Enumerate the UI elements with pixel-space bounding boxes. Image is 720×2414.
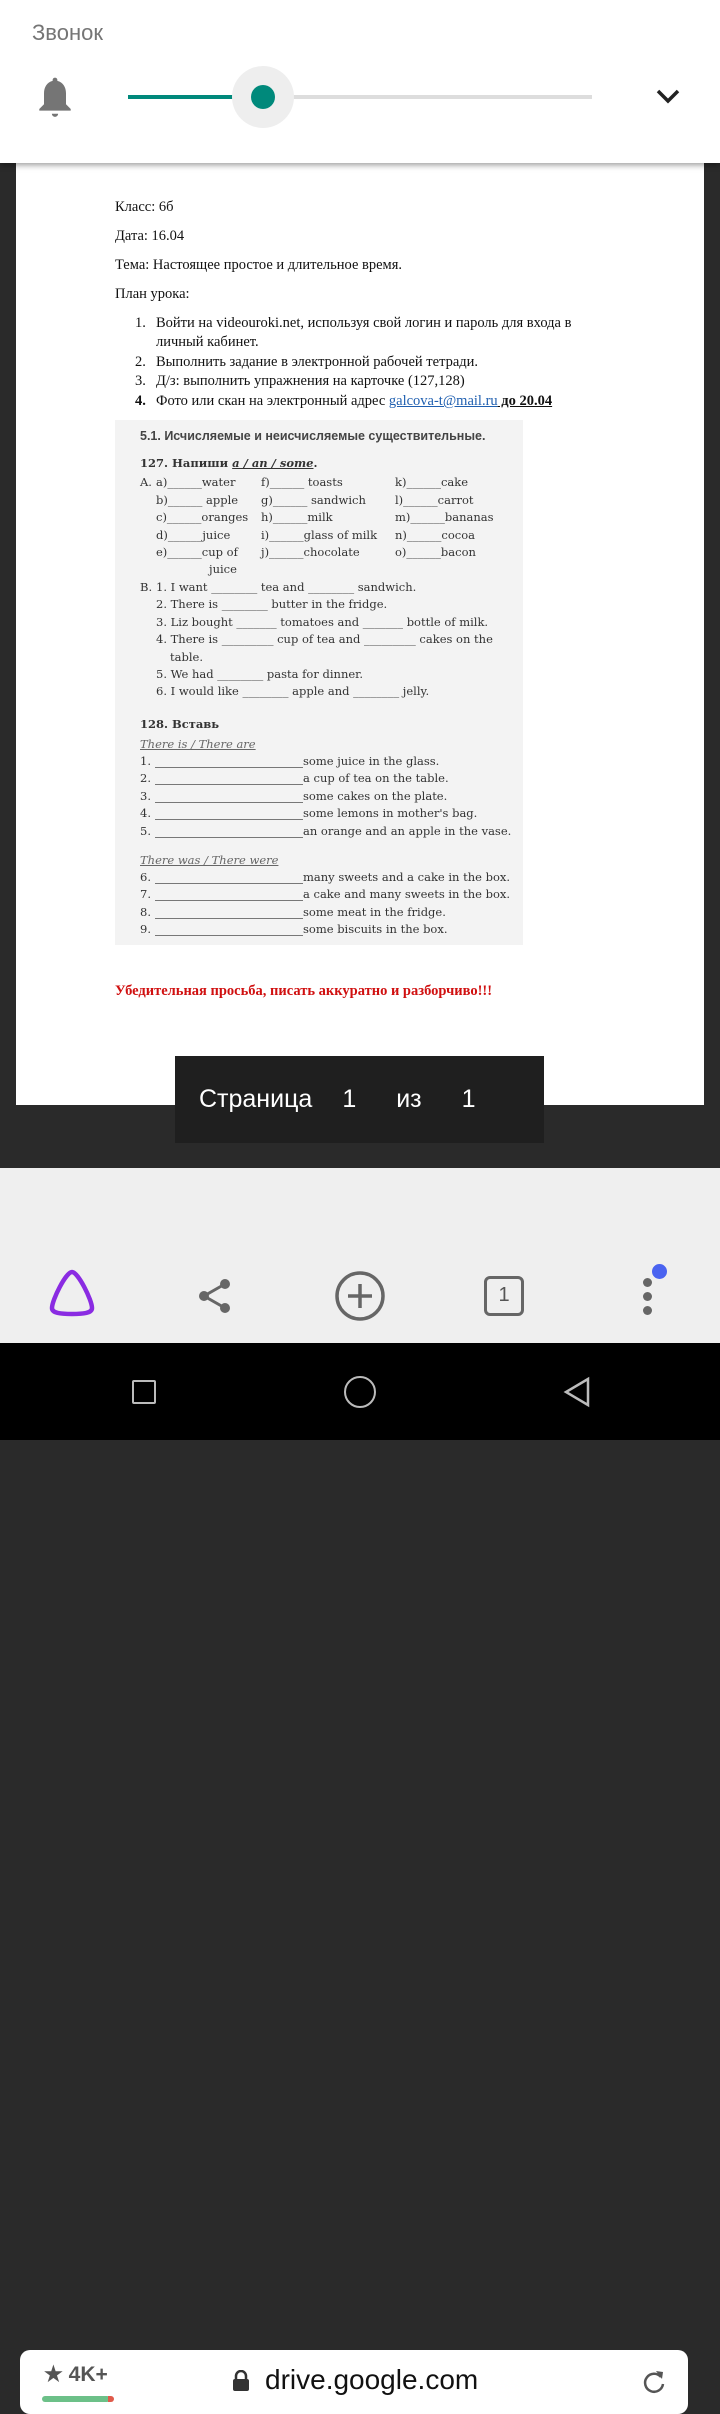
part-a-item: c)______oranges (156, 510, 249, 524)
part-a-item: h)______milk (261, 510, 333, 524)
part-a-item: g)______ sandwich (261, 492, 366, 507)
blank-line (155, 837, 303, 838)
browser-bar (0, 1168, 720, 2395)
ex127-label: 127. Напиши (140, 456, 233, 470)
item-text: some biscuits in the box. (303, 922, 448, 937)
deadline: до 20.04 (497, 393, 553, 409)
item-number: 7. (140, 887, 151, 902)
part-a-item: m)______bananas (395, 510, 494, 524)
part-b-item: 5. We had ________ pasta for dinner. (156, 667, 364, 681)
back-icon[interactable] (562, 1376, 592, 1408)
rating-bar (42, 2396, 110, 2402)
part-b-item: 3. Liz bought _______ tomatoes and _______ bottle of milk. (156, 614, 489, 629)
blank-line (155, 802, 303, 803)
item-text: an orange and an apple in the vase. (303, 823, 512, 838)
ex128-title: 128. Вставь (140, 717, 220, 731)
part-a-item: b)______ apple (156, 492, 239, 507)
plan-num: 2. (135, 354, 146, 370)
part-b-item: table. (170, 649, 203, 664)
group1-title: There is / There are (140, 737, 256, 751)
plan-num: 3. (135, 373, 146, 389)
item-number: 9. (140, 922, 151, 937)
home-icon[interactable] (344, 1376, 376, 1408)
item-number: 1. (140, 754, 151, 768)
tabs-count-button[interactable]: 1 (484, 1276, 524, 1316)
share-icon[interactable] (196, 1276, 234, 1316)
part-b-item: 1. I want ________ tea and ________ sandwich. (156, 580, 417, 594)
bell-icon[interactable] (36, 76, 74, 120)
part-a-label: A. (140, 475, 152, 489)
part-a-cont: juice (209, 562, 237, 576)
item-number: 4. (140, 806, 151, 821)
topic-line: Тема: Настоящее простое и длительное время. (115, 257, 403, 273)
item-number: 3. (140, 788, 151, 803)
rating-badge[interactable] (44, 2362, 108, 2387)
plan-item: Выполнить задание в электронной рабочей тетради. (156, 354, 479, 370)
page-total: 1 (461, 1085, 476, 1113)
ex127-dot: . (313, 456, 318, 470)
item-text: some juice in the glass. (303, 754, 440, 768)
address-bar[interactable] (20, 2350, 688, 2414)
volume-slider-thumb[interactable] (251, 85, 275, 109)
part-a-item: l)______carrot (395, 492, 474, 507)
page-label: Страница (199, 1085, 313, 1113)
worksheet-image (115, 420, 523, 945)
item-number: 5. (140, 823, 151, 838)
part-a-item: e)______cup of (156, 545, 238, 559)
lock-icon (232, 2370, 250, 2392)
page-indicator (175, 1056, 544, 1143)
ex127-words: a / an / some (232, 456, 314, 470)
ex127-title (140, 456, 318, 470)
group2-title: There was / There were (140, 853, 279, 867)
item-text: many sweets and a cake in the box. (303, 870, 511, 884)
part-a-item: d)______juice (156, 527, 231, 542)
part-b-item: 4. There is _________ cup of tea and _________ cakes on the (156, 632, 493, 647)
rating-text: 4K+ (68, 2363, 108, 2386)
part-a-item: n)______cocoa (395, 527, 475, 542)
part-a-item: a)______water (156, 475, 236, 489)
part-a-item: f)______ toasts (261, 475, 343, 489)
part-a-item: i)______glass of milk (261, 527, 378, 542)
blank-line (155, 900, 303, 901)
item-text: some lemons in mother's bag. (303, 806, 478, 821)
part-b-item: 2. There is ________ butter in the fridge. (156, 597, 388, 612)
plan-item (156, 393, 552, 410)
worksheet-heading: 5.1. Исчисляемые и неисчисляемые существительные. (140, 429, 486, 443)
blank-line (155, 819, 303, 820)
item-text: a cup of tea on the table. (303, 771, 449, 786)
blank-line (155, 918, 303, 919)
item-text: a cake and many sweets in the box. (303, 887, 511, 902)
more-menu-icon[interactable] (643, 1278, 653, 1318)
alice-assistant-icon[interactable] (48, 1268, 96, 1318)
email-link[interactable]: galcova-t@mail.ru (388, 393, 498, 409)
request-note: Убедительная просьба, писать аккуратно и разборчиво!!! (115, 983, 493, 999)
blank-line (155, 767, 303, 768)
part-b-item: 6. I would like ________ apple and ________ jelly. (156, 684, 430, 699)
notification-dot (652, 1264, 667, 1279)
part-a-item: o)______bacon (395, 545, 476, 559)
plan-num: 1. (135, 315, 146, 331)
new-tab-plus-icon[interactable] (334, 1270, 386, 1322)
plan-item-text: Фото или скан на электронный адрес (156, 393, 389, 409)
system-nav-bar (0, 1343, 720, 1440)
rating-bar-end (108, 2396, 114, 2402)
blank-line (155, 784, 303, 785)
plan-item: Д/з: выполнить упражнения на карточке (127,128) (156, 373, 465, 389)
plan-item-cont: личный кабинет. (156, 334, 259, 350)
recents-icon[interactable] (132, 1380, 156, 1404)
chevron-down-icon[interactable] (654, 86, 682, 108)
date-line: Дата: 16.04 (115, 228, 185, 244)
item-number: 6. (140, 870, 151, 884)
plan-item: Войти на videouroki.net, используя свой логин и пароль для входа в (156, 315, 572, 331)
blank-line (155, 935, 303, 936)
star-icon: ★ (44, 2363, 63, 2386)
volume-title: Звонок (32, 20, 103, 45)
plan-label: План урока: (115, 286, 190, 302)
class-line: Класс: 6б (115, 199, 174, 215)
page-current: 1 (342, 1085, 357, 1113)
reload-icon[interactable] (640, 2367, 668, 2397)
plan-num: 4. (135, 393, 146, 409)
item-text: some cakes on the plate. (303, 788, 448, 803)
document-page (16, 163, 704, 1105)
volume-panel (0, 0, 720, 163)
item-number: 8. (140, 904, 151, 919)
part-a-item: j)______chocolate (261, 545, 360, 559)
page-of: из (396, 1085, 422, 1113)
item-text: some meat in the fridge. (303, 904, 446, 919)
blank-line (155, 883, 303, 884)
item-number: 2. (140, 771, 151, 786)
part-a-item: k)______cake (395, 475, 469, 489)
url-text[interactable]: drive.google.com (265, 2364, 479, 2395)
part-b-label: B. (140, 580, 153, 594)
